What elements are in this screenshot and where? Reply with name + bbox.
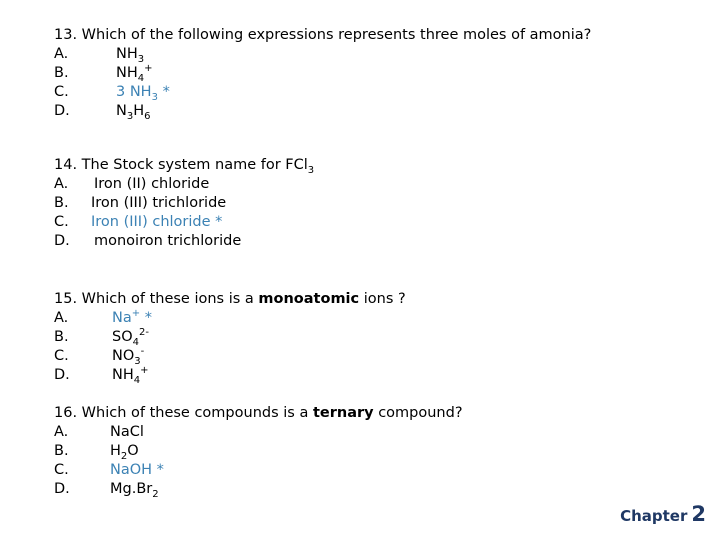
chapter-label bbox=[620, 502, 706, 526]
question-14-text: 14. The Stock system name for FCl$_3$ bbox=[54, 157, 315, 176]
correct-answer: Na+ * bbox=[112, 308, 152, 326]
q15-option-b: B. $SO_4^{2-}$ bbox=[54, 327, 149, 348]
correct-answer: NaOH * bbox=[110, 462, 164, 478]
q15-option-d: D. $NH_4^+$ bbox=[54, 365, 149, 386]
q16-option-d: D. $Mg.Br_2$ bbox=[54, 481, 159, 500]
question-13 bbox=[54, 26, 591, 121]
chapter-number: 2 bbox=[691, 502, 706, 526]
q15-option-a: A. Na+ * bbox=[54, 308, 152, 326]
question-13-text: 13. Which of the following expressions represents three moles of amonia? bbox=[54, 27, 592, 43]
q14-option-b: B. Iron (III) trichloride bbox=[54, 195, 227, 211]
q13-option-b: B. $NH_4^+$ bbox=[54, 63, 153, 84]
correct-answer: 3 $NH_3$ * bbox=[116, 84, 170, 103]
q16-option-b: B. $H_2O$ bbox=[54, 443, 139, 462]
question-15 bbox=[54, 290, 406, 385]
q16-option-a: A. NaCl bbox=[54, 424, 144, 440]
q14-option-a: A. Iron (II) chloride bbox=[54, 176, 210, 192]
q13-option-c: C. 3 $NH_3$ * bbox=[54, 84, 170, 103]
question-16 bbox=[54, 404, 463, 499]
q13-option-a: A. $NH_3$ bbox=[54, 46, 145, 65]
q14-option-d: D. monoiron trichloride bbox=[54, 233, 242, 249]
question-16-text: 16. Which of these compounds is a ternary compound? bbox=[54, 405, 463, 421]
question-14 bbox=[54, 156, 314, 251]
q13-option-d: D. $N_3H_6$ bbox=[54, 103, 151, 122]
q16-option-c: C. NaOH * bbox=[54, 462, 164, 478]
correct-answer: Iron (III) chloride * bbox=[91, 214, 223, 230]
q14-option-c: C. Iron (III) chloride * bbox=[54, 214, 223, 230]
question-15-text: 15. Which of these ions is a monoatomic ions ? bbox=[54, 291, 406, 307]
q15-option-c: C. $NO_3^-$ bbox=[54, 346, 145, 367]
chapter-word: Chapter bbox=[620, 507, 688, 525]
